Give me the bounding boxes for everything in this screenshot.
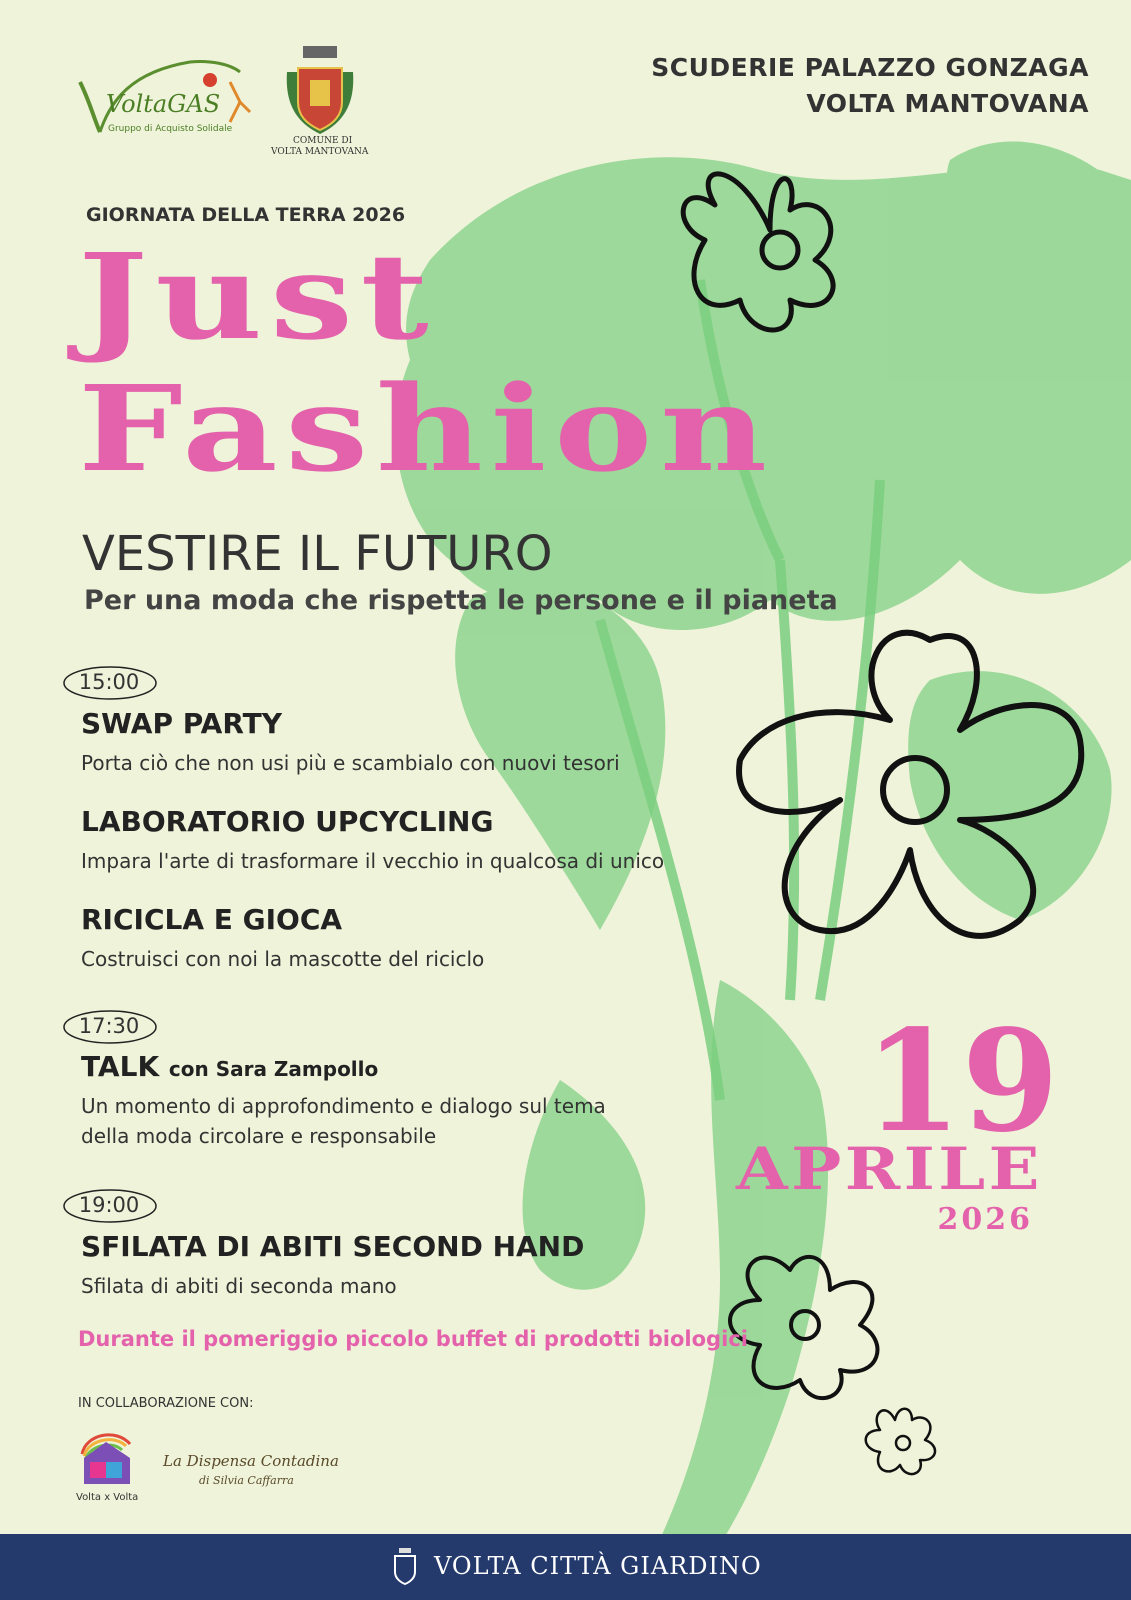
item-4-guest: con Sara Zampollo bbox=[168, 1057, 379, 1081]
comune-label-2: VOLTA MANTOVANA bbox=[271, 147, 369, 157]
partner-volta-x-volta bbox=[76, 1424, 146, 1514]
comune-logo bbox=[265, 42, 375, 160]
item-4-title: TALK bbox=[81, 1050, 160, 1083]
time-badge-2 bbox=[62, 1008, 160, 1044]
collab-label: IN COLLABORAZIONE CON: bbox=[78, 1396, 254, 1411]
comune-label-1: COMUNE DI bbox=[293, 136, 353, 146]
voltagas-logo bbox=[70, 52, 255, 142]
time-2: 17:30 bbox=[78, 1014, 140, 1038]
event-kicker: GIORNATA DELLA TERRA 2026 bbox=[86, 204, 406, 226]
item-3-title: RICICLA E GIOCA bbox=[81, 903, 343, 936]
comune-crest-icon bbox=[390, 1546, 420, 1586]
footer-bar bbox=[0, 1534, 1131, 1600]
event-tagline: Per una moda che rispetta le persone e il pianeta bbox=[84, 585, 838, 616]
partner-2-name: La Dispensa Contadina bbox=[163, 1452, 339, 1470]
voltagas-subtitle: Gruppo di Acquisto Solidale bbox=[108, 124, 233, 134]
time-1: 15:00 bbox=[78, 670, 140, 694]
date-month: APRILE bbox=[736, 1135, 1043, 1203]
date-year: 2026 bbox=[937, 1202, 1033, 1237]
venue-line-2: VOLTA MANTOVANA bbox=[806, 89, 1089, 118]
venue-line-1: SCUDERIE PALAZZO GONZAGA bbox=[651, 53, 1089, 82]
venue bbox=[651, 50, 1089, 122]
title-line-1: Just bbox=[78, 227, 437, 366]
item-3-desc: Costruisci con noi la mascotte del riciclo bbox=[81, 947, 485, 971]
item-2-title: LABORATORIO UPCYCLING bbox=[81, 805, 494, 838]
partner-2-owner: di Silvia Caffarra bbox=[199, 1474, 294, 1487]
item-4-title-row bbox=[81, 1050, 378, 1083]
house-puzzle-icon bbox=[76, 1424, 136, 1486]
comune-crest-icon bbox=[265, 42, 375, 142]
footer-text: VOLTA CITTÀ GIARDINO bbox=[434, 1552, 762, 1580]
title-line-2: Fashion bbox=[78, 359, 775, 498]
partner-1-name: Volta x Volta bbox=[76, 1492, 139, 1503]
item-2-desc: Impara l'arte di trasformare il vecchio in qualcosa di unico bbox=[81, 849, 665, 873]
voltagas-name: VoltaGAS bbox=[106, 90, 221, 118]
time-3: 19:00 bbox=[78, 1193, 140, 1217]
event-subtitle: VESTIRE IL FUTURO bbox=[82, 526, 553, 582]
time-badge-1 bbox=[62, 664, 160, 700]
item-4-desc-1: Un momento di approfondimento e dialogo sul tema bbox=[81, 1094, 606, 1118]
item-1-title: SWAP PARTY bbox=[81, 707, 283, 740]
item-5-desc: Sfilata di abiti di seconda mano bbox=[81, 1274, 397, 1298]
item-4-desc-2: della moda circolare e responsabile bbox=[81, 1124, 437, 1148]
time-badge-3 bbox=[62, 1187, 160, 1223]
partner-dispensa-contadina bbox=[163, 1452, 339, 1487]
item-5-title: SFILATA DI ABITI SECOND HAND bbox=[81, 1230, 585, 1263]
date-day: 19 bbox=[864, 1000, 1059, 1164]
buffet-note: Durante il pomeriggio piccolo buffet di prodotti biologici bbox=[78, 1327, 748, 1351]
item-1-desc: Porta ciò che non usi più e scambialo con nuovi tesori bbox=[81, 751, 620, 775]
